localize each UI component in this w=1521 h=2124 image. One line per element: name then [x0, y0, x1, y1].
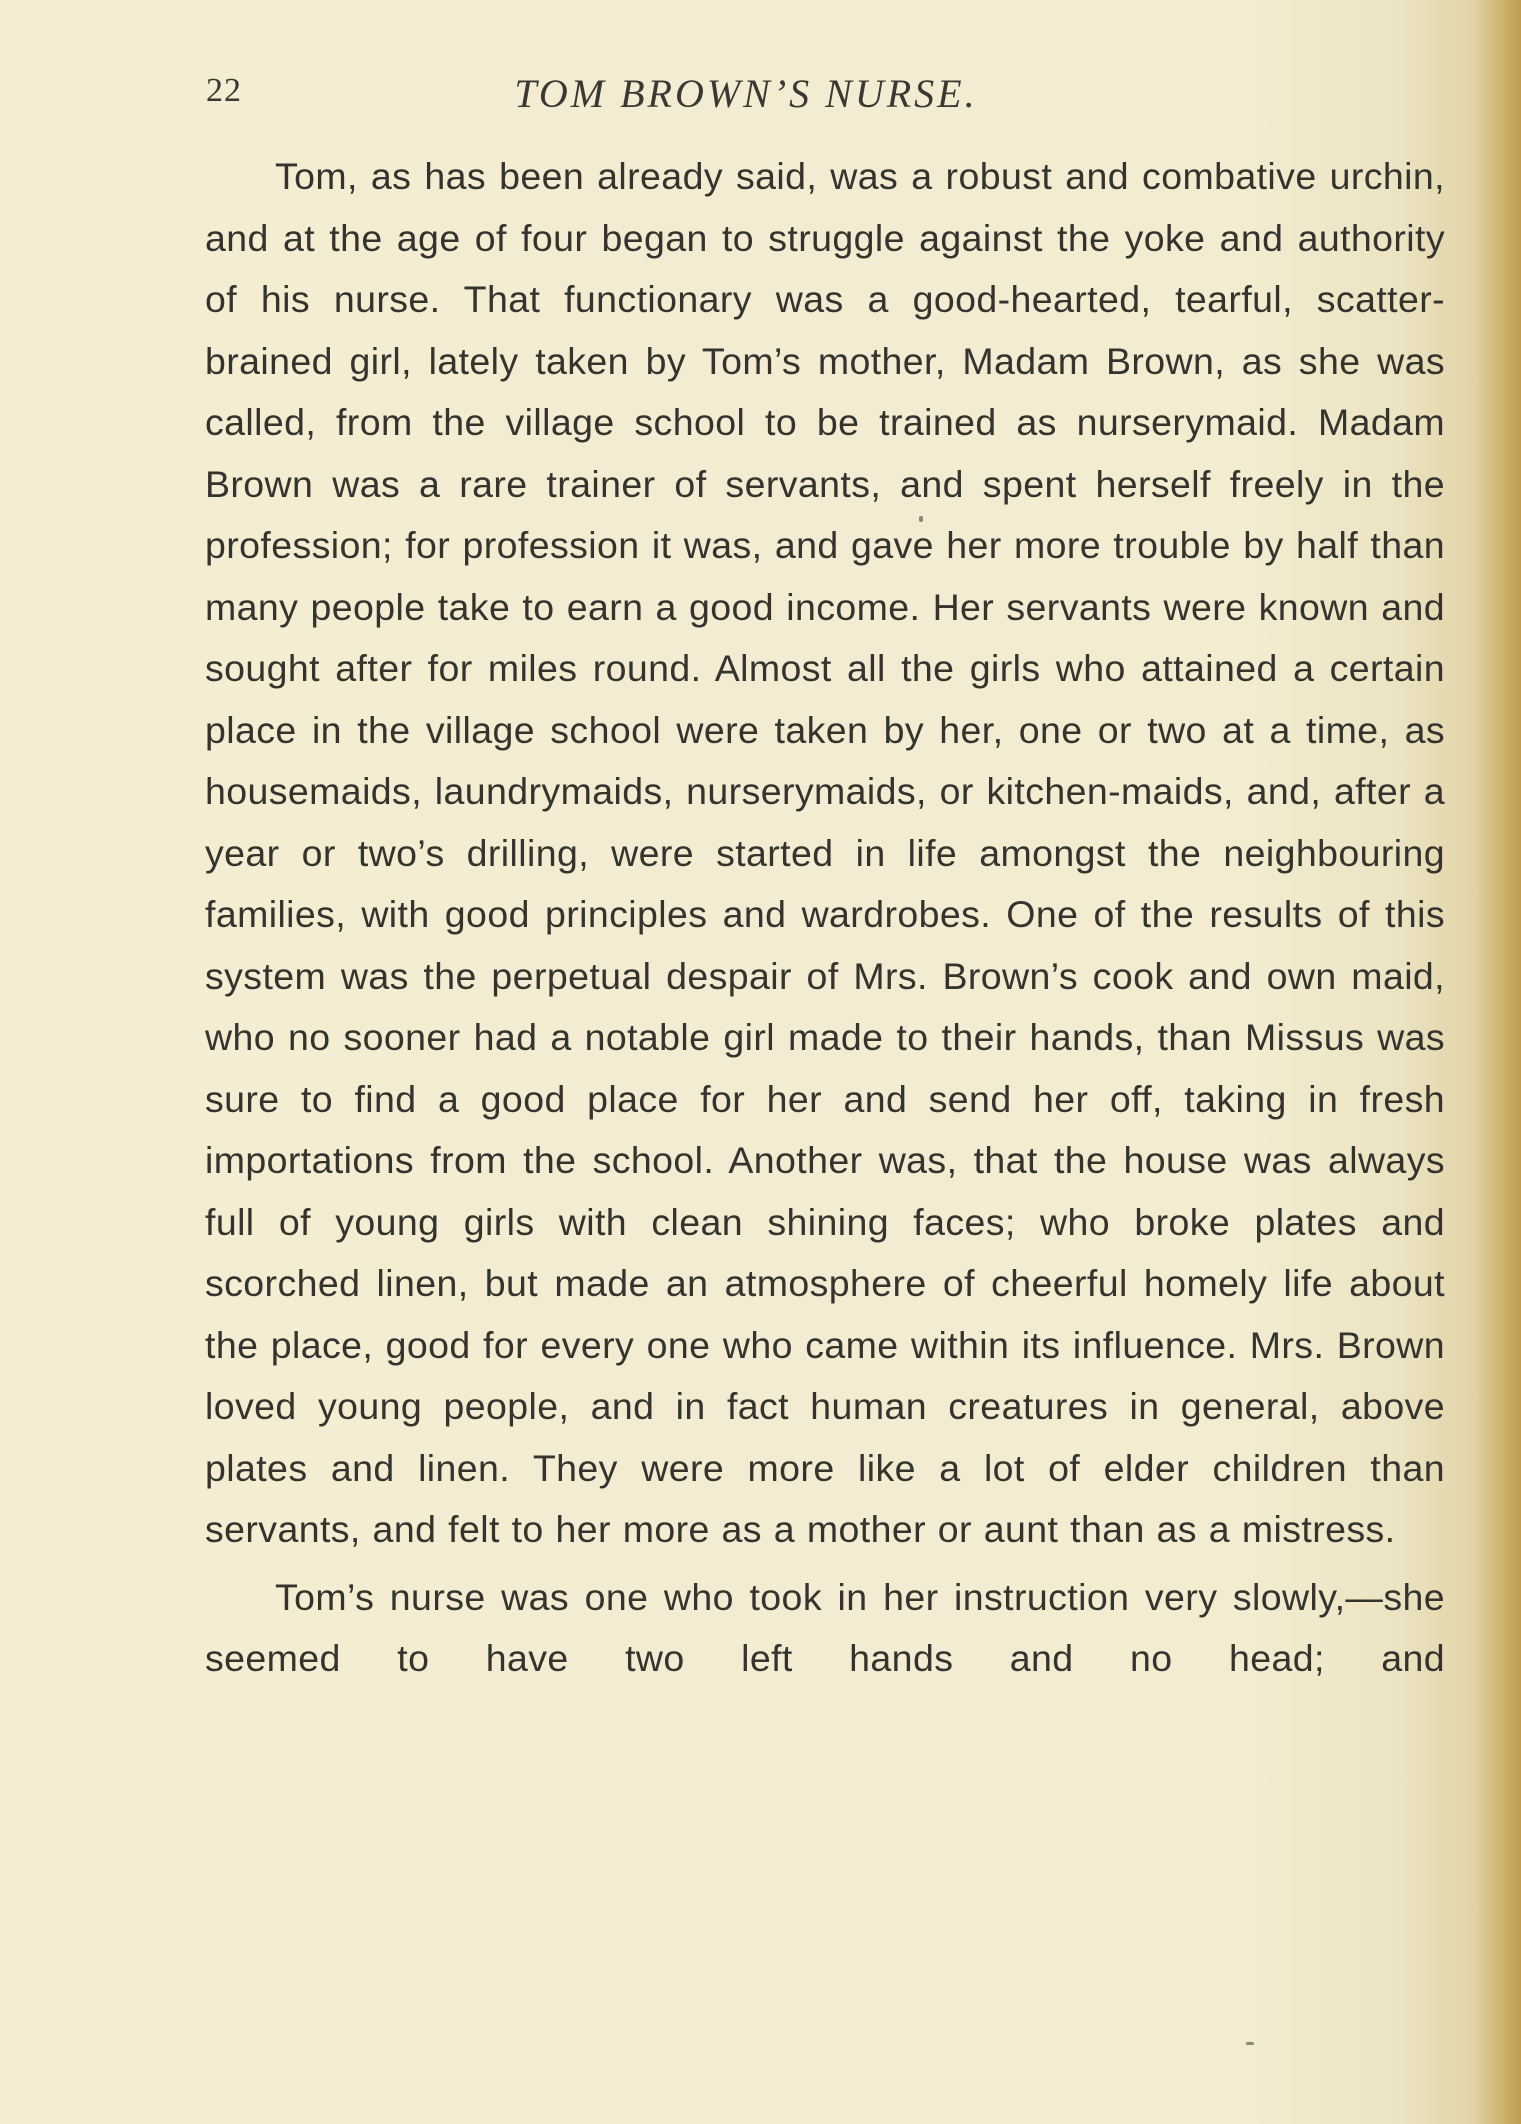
paper-speck	[919, 516, 923, 522]
paper-speck	[1246, 2042, 1254, 2045]
running-title: TOM BROWN’S NURSE.	[514, 71, 978, 116]
paragraph-1: Tom, as has been already said, was a robust and combative urchin, and at the age of four began to struggle against the yoke and authority of his nurse. That functionary was a good-hearted, tearful, scatter-brained girl, lately taken by Tom’s mother, Madam Brown, as she was called, from the village school to be trained as nurserymaid. Madam Brown was a rare trainer of servants, and spent herself freely in the profession; for profession it was, and gave her more trouble by half than many people take to earn a good income. Her servants were known and sought after for miles round. Almost all the girls who attained a certain place in the village school were taken by her, one or two at a time, as housemaids, laundrymaids, nurserymaids, or kitchen-maids, and, after a year or two’s drilling, were started in life amongst the neighbouring families, with good principles and wardrobes. One of the results of this system was the perpetual despair of Mrs. Brown’s cook and own maid, who no sooner had a notable girl made to their hands, than Missus was sure to find a good place for her and send her off, taking in fresh importations from the school. Another was, that the house was always full of young girls with clean shining faces; who broke plates and scorched linen, but made an atmosphere of cheerful homely life about the place, good for every one who came within its influence. Mrs. Brown loved young people, and in fact human creatures in general, above plates and linen. They were more like a lot of elder children than servants, and felt to her more as a mother or aunt than as a mistress.	[205, 155, 1445, 1550]
paragraph-2: Tom’s nurse was one who took in her instruction very slowly,—she seemed to have two left hands and no head; and	[205, 1575, 1445, 1679]
spine-shadow	[1475, 0, 1521, 2124]
body-text	[205, 146, 1445, 1690]
page-number: 22	[206, 72, 242, 109]
running-head	[206, 66, 1446, 126]
